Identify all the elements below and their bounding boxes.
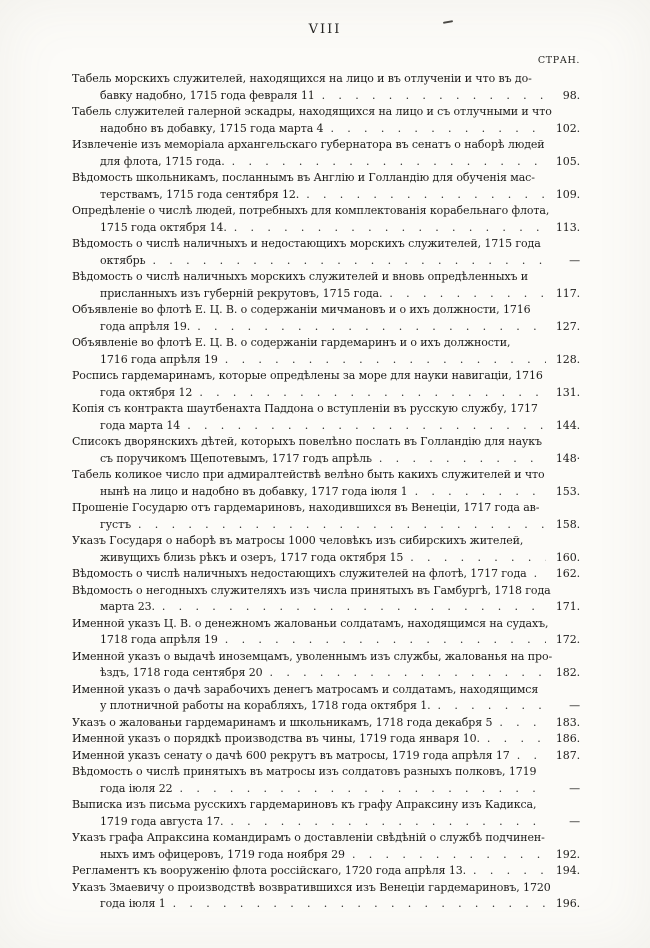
toc-page-number: 171. <box>555 600 580 613</box>
toc-entry-text: для флота, 1715 года. <box>100 154 225 168</box>
dot-leader <box>315 88 546 105</box>
toc-entry-text: Прошеніе Государю отъ гардемариновъ, находившихся въ Венеціи, 1717 года ав- <box>72 501 540 514</box>
toc-entry <box>72 830 580 863</box>
toc-entry-text: Указъ Змаевичу о производствѣ возвратившихся изъ Венеціи гардемариновъ, 1720 <box>72 880 551 894</box>
toc-entry-line <box>72 682 580 699</box>
toc-entry <box>72 715 580 732</box>
toc-entry-line <box>72 731 580 748</box>
toc-entry-line <box>72 781 580 798</box>
dot-leader <box>299 187 546 204</box>
dot-leader <box>225 154 546 171</box>
toc-page-number: 109. <box>555 187 580 201</box>
toc-entry-line <box>72 550 580 567</box>
toc-page-number: 113. <box>555 220 580 234</box>
toc-entry-line <box>72 121 580 138</box>
toc-entry-line <box>72 649 580 666</box>
toc-entry <box>72 71 580 104</box>
toc-entry-line <box>72 451 580 468</box>
toc-entry-text: Копія съ контракта шаутбенахта Паддона о вступленіи въ русскую службу, 1717 <box>72 402 538 415</box>
toc-entry-text: Вѣдомость о негодныхъ служителяхъ изъ числа принятыхъ въ Гамбургѣ, 1718 года <box>72 583 551 597</box>
toc-entry <box>72 104 580 137</box>
toc-entry-text: присланныхъ изъ губерній рекрутовъ, 1715 года. <box>100 286 383 300</box>
toc-entry-line <box>72 236 580 253</box>
dot-leader <box>223 814 546 831</box>
toc-entry-line <box>72 484 580 501</box>
toc-entry-text: Именной указъ о дачѣ зарабочихъ денегъ матросамъ и солдатамъ, находящимся <box>72 682 539 696</box>
toc-page-number: — <box>569 814 580 828</box>
toc-entry-line <box>72 434 580 451</box>
toc-entry <box>72 500 580 533</box>
toc-entry-line <box>72 286 580 303</box>
toc-entry-line <box>72 418 580 435</box>
toc-entry-text: Вѣдомость о числѣ наличныхъ недостающихъ служителей на флотѣ, 1717 года <box>72 567 527 580</box>
toc-entry-line <box>72 830 580 847</box>
toc-entry-line <box>72 385 580 402</box>
dot-leader <box>166 896 546 913</box>
toc-entry-text: Указъ графа Апраксина командирамъ о доставленіи свѣдѣній о службѣ подчинен- <box>72 831 545 844</box>
toc-entry-text: года іюля 1 <box>100 897 166 910</box>
dot-leader <box>180 418 546 435</box>
toc-entry <box>72 302 580 335</box>
dot-leader <box>382 286 546 303</box>
toc-entry-line <box>72 203 580 220</box>
toc-entry-line <box>72 616 580 633</box>
dot-leader <box>263 665 546 682</box>
toc-entry-text: октябрь <box>100 253 146 267</box>
dot-leader <box>145 253 546 270</box>
toc-entry-text: нынѣ на лицо и надобно въ добавку, 1717 года іюля 1 <box>100 484 408 498</box>
toc-entry-line <box>72 170 580 187</box>
toc-entry <box>72 269 580 302</box>
toc-entry <box>72 649 580 682</box>
toc-entry-text: Вѣдомость школьникамъ, посланнымъ въ Англію и Голландію для обученія мас- <box>72 171 535 184</box>
toc-page-number: 192. <box>555 847 580 861</box>
toc-page-number: 158. <box>555 517 580 531</box>
toc-entry-line <box>72 319 580 336</box>
dot-leader <box>190 319 546 336</box>
dot-leader <box>403 550 546 567</box>
toc-entry <box>72 682 580 715</box>
toc-entry-text: съ поручикомъ Щепотевымъ, 1717 годъ апрѣль <box>100 451 372 465</box>
dot-leader <box>227 220 546 237</box>
toc-entry <box>72 236 580 269</box>
dot-leader <box>218 352 546 369</box>
dot-leader <box>466 863 546 880</box>
toc-entry-text: Именной указъ о порядкѣ производства въ чины, 1719 года января 10. <box>72 732 480 745</box>
toc-entry-line <box>72 88 580 105</box>
toc-page-number: 98. <box>562 88 580 102</box>
toc-entry-text: Объявленіе во флотѣ Е. Ц. В. о содержаніи мичмановъ и о ихъ должности, 1716 <box>72 303 531 316</box>
toc-entry-line <box>72 104 580 121</box>
toc-entry <box>72 137 580 170</box>
page-column-header: СТРАН. <box>537 55 580 66</box>
toc-page-number: 105. <box>555 154 580 168</box>
toc-entry-text: Выписка изъ письма русскихъ гардемариновъ къ графу Апраксину изъ Кадикса, <box>72 798 537 811</box>
toc-entry-line <box>72 896 580 913</box>
toc-entry-line <box>72 715 580 732</box>
dot-leader <box>480 731 546 748</box>
toc-entry-text: терствамъ, 1715 года сентября 12. <box>100 187 300 201</box>
toc-entry-line <box>72 847 580 864</box>
toc-entry-text: Табель морскихъ служителей, находящихся на лицо и въ отлученіи и что въ до- <box>72 72 532 85</box>
dot-leader <box>131 517 546 534</box>
toc-entry-line <box>72 187 580 204</box>
toc-entry-line <box>72 368 580 385</box>
toc-entry-line <box>72 220 580 237</box>
dot-leader <box>155 599 546 616</box>
toc-page-number: 102. <box>555 121 580 135</box>
dot-leader <box>192 385 546 402</box>
toc-entry-text: 1719 года августа 17. <box>100 814 224 828</box>
toc-page-number: — <box>569 699 580 712</box>
toc-entry-text: надобно въ добавку, 1715 года марта 4 <box>100 121 324 135</box>
toc-entry-line <box>72 302 580 319</box>
toc-entry-text: Вѣдомость о числѣ наличныхъ и недостающихъ морскихъ служителей, 1715 года <box>72 237 541 250</box>
toc-entry <box>72 583 580 616</box>
toc-page-number: 131. <box>555 385 580 399</box>
toc-entry <box>72 533 580 566</box>
toc-entry-text: Регламентъ къ вооруженію флота россійскаго, 1720 года апрѣля 13. <box>72 864 467 877</box>
toc-entry-text: Извлеченіе изъ меморіала архангельскаго губернатора въ сенатъ о наборѣ людей <box>72 138 545 151</box>
toc-entry-line <box>72 253 580 270</box>
toc-entry-line <box>72 154 580 171</box>
toc-page-number: 160. <box>555 550 580 564</box>
toc-entry-text: Табель коликое число при адмиралтействѣ велѣно быть какихъ служителей и что <box>72 468 545 481</box>
toc-entry-line <box>72 566 580 583</box>
toc-entry-text: года апрѣля 19. <box>100 319 191 333</box>
toc-page-number: 127. <box>555 319 580 333</box>
toc-entry <box>72 203 580 236</box>
toc-entry-line <box>72 632 580 649</box>
toc-entry-text: Именной указъ Ц. В. о денежномъ жалованьи солдатамъ, находящимся на судахъ, <box>72 616 549 630</box>
toc-entry <box>72 880 580 913</box>
toc-entry-text: Роспись гардемаринамъ, которые опредѣлены за море для науки навигаціи, 1716 <box>72 369 543 382</box>
dot-leader <box>218 632 546 649</box>
toc-page-number: 187. <box>555 748 580 762</box>
dot-leader <box>527 566 546 583</box>
toc-entry-text: ныхъ имъ офицеровъ, 1719 года ноября 29 <box>100 847 345 861</box>
toc-entry-text: густъ <box>100 517 131 531</box>
toc-entry <box>72 170 580 203</box>
dot-leader <box>372 451 546 468</box>
toc-page-number: 182. <box>555 666 580 679</box>
toc-entry-line <box>72 269 580 286</box>
toc-entry-line <box>72 137 580 154</box>
toc-entry-line <box>72 698 580 715</box>
toc-entry-text: марта 23. <box>100 600 155 613</box>
toc-entry-text: Указъ о жалованьи гардемаринамъ и школьникамъ, 1718 года декабря 5 <box>72 715 493 729</box>
toc-entry-line <box>72 599 580 616</box>
dot-leader <box>408 484 546 501</box>
dot-leader <box>173 781 546 798</box>
toc-entry-text: Объявленіе во флотѣ Е. Ц. В. о содержаніи гардемаринъ и о ихъ должности, <box>72 336 511 349</box>
toc-entry-line <box>72 517 580 534</box>
toc-entry <box>72 748 580 765</box>
toc-entry-text: Вѣдомость о числѣ принятыхъ въ матросы изъ солдатовъ разныхъ полковъ, 1719 <box>72 765 537 778</box>
toc-entry-text: Опредѣленіе о числѣ людей, потребныхъ для комплектованія корабельнаго флота, <box>72 204 550 217</box>
toc-entry-line <box>72 665 580 682</box>
toc-page-number: 162. <box>555 567 580 580</box>
toc-entry-line <box>72 335 580 352</box>
toc-page-number: 196. <box>555 897 580 910</box>
toc-entry <box>72 764 580 797</box>
toc-entry-line <box>72 467 580 484</box>
toc-entry-text: года іюля 22 <box>100 781 173 795</box>
toc-page-number: — <box>569 253 580 267</box>
toc-entry-line <box>72 764 580 781</box>
toc-entry-text: года марта 14 <box>100 418 181 432</box>
toc-entry <box>72 368 580 401</box>
toc-entry <box>72 401 580 434</box>
toc-entry-text: ѣздъ, 1718 года сентября 20 <box>100 666 263 679</box>
toc-entry <box>72 797 580 830</box>
toc-entry <box>72 434 580 467</box>
toc-page-number: 153. <box>555 484 580 498</box>
toc-page-number: 172. <box>555 633 580 646</box>
dot-leader <box>492 715 546 732</box>
toc-entry <box>72 566 580 583</box>
toc-entry-line <box>72 500 580 517</box>
toc-entry-line <box>72 863 580 880</box>
toc-page-number: 186. <box>555 732 580 745</box>
toc-entry-line <box>72 814 580 831</box>
toc-entry-line <box>72 748 580 765</box>
dot-leader <box>345 847 546 864</box>
toc-page-number: — <box>569 781 580 795</box>
toc-entry <box>72 467 580 500</box>
toc-entry-line <box>72 797 580 814</box>
toc-entry-line <box>72 401 580 418</box>
dot-leader <box>510 748 546 765</box>
table-of-contents <box>72 71 580 913</box>
dot-leader <box>431 698 546 715</box>
toc-entry <box>72 616 580 649</box>
page-folio-numeral: VIII <box>308 22 342 37</box>
toc-entry-text: Списокъ дворянскихъ дѣтей, которыхъ повелѣно послать въ Голландію для наукъ <box>72 435 542 448</box>
toc-entry-text: живущихъ близь рѣкъ и озеръ, 1717 года октября 15 <box>100 550 404 564</box>
toc-page-number: 117. <box>555 286 580 300</box>
toc-page-number: 194. <box>555 864 580 877</box>
toc-entry <box>72 335 580 368</box>
toc-entry-line <box>72 533 580 550</box>
toc-entry-text: у плотничной работы на корабляхъ, 1718 года октября 1. <box>100 699 431 712</box>
toc-entry <box>72 731 580 748</box>
toc-page-number: 183. <box>555 715 580 729</box>
toc-page-number: 148· <box>555 451 580 465</box>
toc-entry-line <box>72 880 580 897</box>
toc-entry-text: Именной указъ сенату о дачѣ 600 рекрутъ въ матросы, 1719 года апрѣля 17 <box>72 748 510 762</box>
toc-entry <box>72 863 580 880</box>
toc-page-number: 144. <box>555 418 580 432</box>
dot-leader <box>323 121 546 138</box>
toc-entry-text: Именной указъ о выдачѣ иноземцамъ, уволеннымъ изъ службы, жалованья на про- <box>72 649 553 663</box>
toc-entry-line <box>72 583 580 600</box>
toc-entry-text: Указъ Государя о наборѣ въ матросы 1000 человѣкъ изъ сибирскихъ жителей, <box>72 534 524 547</box>
toc-entry-text: 1718 года апрѣля 19 <box>100 633 218 646</box>
toc-page-number: 128. <box>555 352 580 366</box>
toc-entry-text: 1715 года октября 14. <box>100 220 227 234</box>
toc-entry-line <box>72 352 580 369</box>
toc-entry-text: Вѣдомость о числѣ наличныхъ морскихъ служителей и вновь опредѣленныхъ и <box>72 270 528 283</box>
toc-entry-text: Табель служителей галерной эскадры, находящихся на лицо и съ отлучными и что <box>72 105 552 118</box>
toc-entry-line <box>72 71 580 88</box>
toc-entry-text: года октября 12 <box>100 385 193 399</box>
toc-entry-text: бавку надобно, 1715 года февраля 11 <box>100 88 315 102</box>
toc-entry-text: 1716 года апрѣля 19 <box>100 352 218 366</box>
